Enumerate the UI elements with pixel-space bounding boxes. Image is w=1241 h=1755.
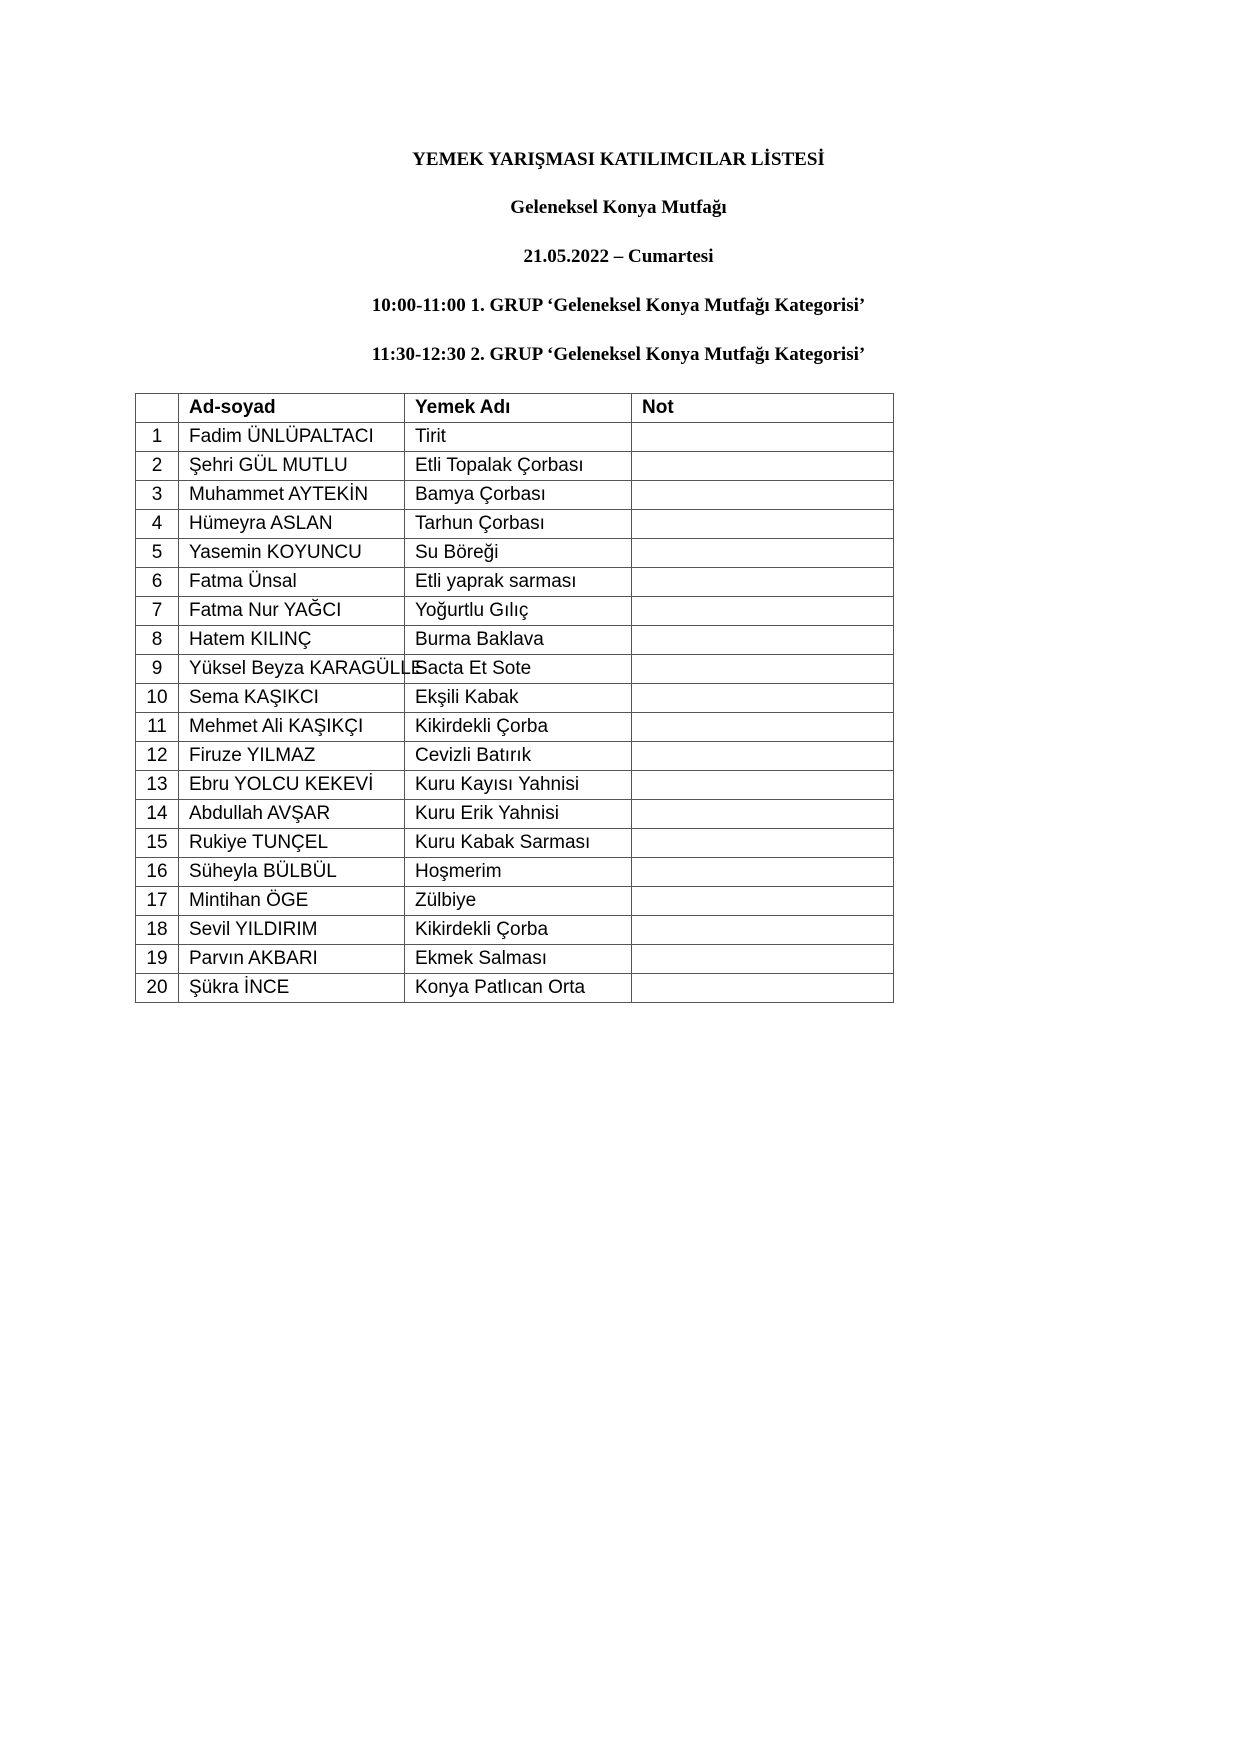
dish-name: Yoğurtlu Gılıç bbox=[405, 597, 632, 626]
event-date bbox=[0, 245, 1241, 269]
table-row bbox=[136, 945, 894, 974]
dish-name: Ekmek Salması bbox=[405, 945, 632, 974]
row-number: 5 bbox=[136, 539, 179, 568]
row-number: 14 bbox=[136, 800, 179, 829]
dish-name: Zülbiye bbox=[405, 887, 632, 916]
dish-name: Kuru Kayısı Yahnisi bbox=[405, 771, 632, 800]
note-cell bbox=[632, 713, 894, 742]
dish-name: Tarhun Çorbası bbox=[405, 510, 632, 539]
table-row bbox=[136, 481, 894, 510]
note-cell bbox=[632, 771, 894, 800]
row-number: 15 bbox=[136, 829, 179, 858]
row-number: 12 bbox=[136, 742, 179, 771]
note-cell bbox=[632, 452, 894, 481]
participant-name: Rukiye TUNÇEL bbox=[179, 829, 405, 858]
participant-name: Şehri GÜL MUTLU bbox=[179, 452, 405, 481]
table-row bbox=[136, 858, 894, 887]
participant-name: Şükra İNCE bbox=[179, 974, 405, 1003]
participant-name: Yüksel Beyza KARAGÜLLE bbox=[179, 655, 405, 684]
participant-name: Sema KAŞIKCI bbox=[179, 684, 405, 713]
dish-name: Ekşili Kabak bbox=[405, 684, 632, 713]
dish-name: Cevizli Batırık bbox=[405, 742, 632, 771]
table-row bbox=[136, 655, 894, 684]
dish-name: Burma Baklava bbox=[405, 626, 632, 655]
dish-name: Tirit bbox=[405, 423, 632, 452]
note-cell bbox=[632, 655, 894, 684]
note-cell bbox=[632, 858, 894, 887]
document-title-text: YEMEK YARIŞMASI KATILIMCILAR LİSTESİ bbox=[412, 149, 825, 170]
table-row bbox=[136, 771, 894, 800]
table-row bbox=[136, 568, 894, 597]
participant-name: Firuze YILMAZ bbox=[179, 742, 405, 771]
row-number: 13 bbox=[136, 771, 179, 800]
participant-name: Mehmet Ali KAŞIKÇI bbox=[179, 713, 405, 742]
dish-name: Sacta Et Sote bbox=[405, 655, 632, 684]
note-cell bbox=[632, 945, 894, 974]
row-number: 8 bbox=[136, 626, 179, 655]
table-body bbox=[136, 423, 894, 1003]
note-cell bbox=[632, 568, 894, 597]
dish-name: Kuru Erik Yahnisi bbox=[405, 800, 632, 829]
note-cell bbox=[632, 887, 894, 916]
table-row bbox=[136, 626, 894, 655]
participant-name: Hatem KILINÇ bbox=[179, 626, 405, 655]
row-number: 17 bbox=[136, 887, 179, 916]
dish-name: Kikirdekli Çorba bbox=[405, 713, 632, 742]
participant-name: Abdullah AVŞAR bbox=[179, 800, 405, 829]
participant-name: Muhammet AYTEKİN bbox=[179, 481, 405, 510]
table-row bbox=[136, 742, 894, 771]
row-number: 1 bbox=[136, 423, 179, 452]
table-row bbox=[136, 539, 894, 568]
table-row bbox=[136, 713, 894, 742]
dish-name: Etli Topalak Çorbası bbox=[405, 452, 632, 481]
header-dish: Yemek Adı bbox=[405, 394, 632, 423]
row-number: 7 bbox=[136, 597, 179, 626]
group-2-schedule bbox=[0, 343, 1241, 367]
note-cell bbox=[632, 974, 894, 1003]
table-row bbox=[136, 597, 894, 626]
note-cell bbox=[632, 597, 894, 626]
participant-name: Ebru YOLCU KEKEVİ bbox=[179, 771, 405, 800]
header-note: Not bbox=[632, 394, 894, 423]
dish-name: Hoşmerim bbox=[405, 858, 632, 887]
note-cell bbox=[632, 510, 894, 539]
participants-table bbox=[135, 393, 894, 1003]
row-number: 6 bbox=[136, 568, 179, 597]
document-subtitle bbox=[0, 196, 1241, 220]
note-cell bbox=[632, 800, 894, 829]
note-cell bbox=[632, 742, 894, 771]
document-title bbox=[0, 148, 1241, 172]
event-date-text: 21.05.2022 – Cumartesi bbox=[523, 246, 714, 267]
participant-name: Fadim ÜNLÜPALTACI bbox=[179, 423, 405, 452]
dish-name: Konya Patlıcan Orta bbox=[405, 974, 632, 1003]
note-cell bbox=[632, 539, 894, 568]
row-number: 11 bbox=[136, 713, 179, 742]
row-number: 16 bbox=[136, 858, 179, 887]
note-cell bbox=[632, 829, 894, 858]
row-number: 3 bbox=[136, 481, 179, 510]
group-1-schedule-text: 10:00-11:00 1. GRUP ‘Geleneksel Konya Mutfağı Kategorisi’ bbox=[371, 295, 866, 316]
row-number: 2 bbox=[136, 452, 179, 481]
participant-name: Parvın AKBARI bbox=[179, 945, 405, 974]
table-row bbox=[136, 916, 894, 945]
note-cell bbox=[632, 626, 894, 655]
participant-name: Süheyla BÜLBÜL bbox=[179, 858, 405, 887]
row-number: 4 bbox=[136, 510, 179, 539]
participant-name: Mintihan ÖGE bbox=[179, 887, 405, 916]
row-number: 9 bbox=[136, 655, 179, 684]
dish-name: Etli yaprak sarması bbox=[405, 568, 632, 597]
participant-name: Yasemin KOYUNCU bbox=[179, 539, 405, 568]
table-row bbox=[136, 974, 894, 1003]
row-number: 20 bbox=[136, 974, 179, 1003]
table-row bbox=[136, 684, 894, 713]
table-row bbox=[136, 452, 894, 481]
table-row bbox=[136, 829, 894, 858]
table-header-row bbox=[136, 394, 894, 423]
dish-name: Bamya Çorbası bbox=[405, 481, 632, 510]
note-cell bbox=[632, 684, 894, 713]
note-cell bbox=[632, 423, 894, 452]
header-name: Ad-soyad bbox=[179, 394, 405, 423]
table-row bbox=[136, 510, 894, 539]
participant-name: Fatma Nur YAĞCI bbox=[179, 597, 405, 626]
dish-name: Kikirdekli Çorba bbox=[405, 916, 632, 945]
participant-name: Fatma Ünsal bbox=[179, 568, 405, 597]
dish-name: Kuru Kabak Sarması bbox=[405, 829, 632, 858]
table-row bbox=[136, 800, 894, 829]
row-number: 19 bbox=[136, 945, 179, 974]
dish-name: Su Böreği bbox=[405, 539, 632, 568]
note-cell bbox=[632, 481, 894, 510]
participant-name: Sevil YILDIRIM bbox=[179, 916, 405, 945]
row-number: 18 bbox=[136, 916, 179, 945]
row-number: 10 bbox=[136, 684, 179, 713]
table-row bbox=[136, 423, 894, 452]
document-subtitle-text: Geleneksel Konya Mutfağı bbox=[510, 197, 727, 218]
header-no bbox=[136, 394, 179, 423]
participant-name: Hümeyra ASLAN bbox=[179, 510, 405, 539]
note-cell bbox=[632, 916, 894, 945]
group-2-schedule-text: 11:30-12:30 2. GRUP ‘Geleneksel Konya Mutfağı Kategorisi’ bbox=[371, 344, 866, 365]
table-row bbox=[136, 887, 894, 916]
group-1-schedule bbox=[0, 294, 1241, 318]
